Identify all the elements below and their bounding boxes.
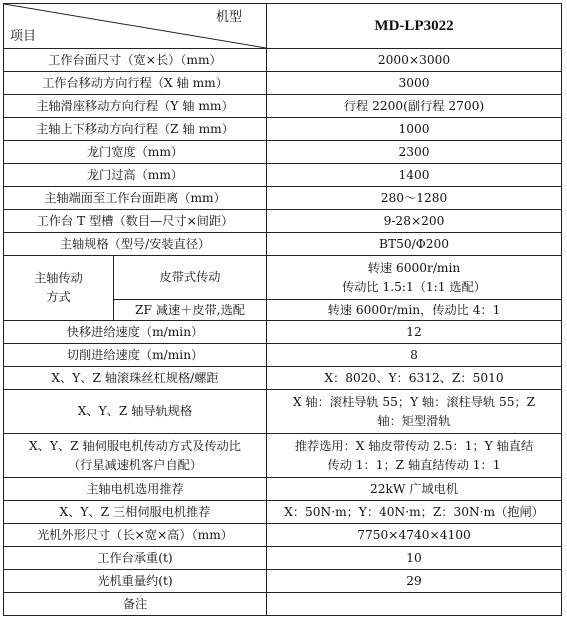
header-corner-cell (4, 4, 267, 49)
belt-drive-label: 皮带式传动 (114, 256, 267, 300)
table-row (4, 344, 562, 367)
table-row (4, 210, 562, 233)
belt-drive-value-line2: 传动比 1.5:1（1:1 选配） (342, 279, 486, 294)
servo-row (4, 434, 562, 478)
row-item: X、Y、Z 轴滚珠丝杠规格/螺距 (4, 367, 267, 390)
row-item: 备注 (4, 593, 267, 616)
row-item: 主轴滑座移动方向行程（Y 轴 mm） (4, 95, 267, 118)
belt-drive-value (267, 256, 562, 300)
table-row (4, 547, 562, 570)
table-row (4, 233, 562, 256)
guide-row (4, 390, 562, 434)
table-row (4, 164, 562, 187)
row-item: 龙门过高（mm） (4, 164, 267, 187)
servo-value (267, 434, 562, 478)
guide-value-line1: X 轴：滚柱导轨 55；Y 轴：滚柱导轨 55；Z (292, 394, 536, 409)
table-row (4, 141, 562, 164)
table-row (4, 524, 562, 547)
spec-table (3, 3, 562, 616)
row-value: X：8020、Y：6312、Z：5010 (267, 367, 562, 390)
row-value: 2300 (267, 141, 562, 164)
row-value: 29 (267, 570, 562, 593)
guide-value (267, 390, 562, 434)
servo-value-line1: 推荐选用：X 轴皮带传动 2.5：1；Y 轴直结 (294, 438, 534, 453)
servo-value-line2: 传动 1：1；Z 轴直结传动 1：1 (327, 457, 501, 472)
row-item: 工作台承重(t) (4, 547, 267, 570)
belt-drive-value-line1: 转速 6000r/min (367, 260, 461, 275)
row-value: 10 (267, 547, 562, 570)
row-value: BT50/Φ200 (267, 233, 562, 256)
row-item: 工作台面尺寸（宽×长）（mm） (4, 49, 267, 72)
row-item: 工作台 T 型槽（数目—尺寸×间距） (4, 210, 267, 233)
row-item: 主轴规格（型号/安装直径） (4, 233, 267, 256)
row-item: 工作台移动方向行程（X 轴 mm） (4, 72, 267, 95)
row-value: 1400 (267, 164, 562, 187)
table-row (4, 95, 562, 118)
servo-item (4, 434, 267, 478)
row-item: 光机重量约(t) (4, 570, 267, 593)
row-value (267, 593, 562, 616)
drive-method-label (4, 256, 114, 321)
row-value: 12 (267, 321, 562, 344)
row-item: 光机外形尺寸（长×宽×高）（mm） (4, 524, 267, 547)
row-value: 22kW 广域电机 (267, 478, 562, 501)
row-value: 7750×4740×4100 (267, 524, 562, 547)
row-item: 龙门宽度（mm） (4, 141, 267, 164)
row-value: 1000 (267, 118, 562, 141)
table-row (4, 321, 562, 344)
servo-item-line2: （行星减速机客户自配） (67, 457, 203, 472)
row-item: 快移进给速度（m/min） (4, 321, 267, 344)
guide-value-line2: 轴：矩型滑轨 (377, 413, 451, 428)
zf-drive-value: 转速 6000r/min，传动比 4：1 (267, 300, 562, 321)
table-row (4, 49, 562, 72)
drive-method-label-line2: 方式 (46, 290, 71, 304)
zf-drive-label: ZF 减速＋皮带,选配 (114, 300, 267, 321)
row-item: X、Y、Z 三相伺服电机推荐 (4, 501, 267, 524)
table-row (4, 593, 562, 616)
table-header-row (4, 4, 562, 49)
servo-item-line1: X、Y、Z 轴伺服电机传动方式及传动比 (29, 438, 241, 453)
guide-item: X、Y、Z 轴导轨规格 (4, 390, 267, 434)
row-item: 切削进给速度（m/min） (4, 344, 267, 367)
row-item: 主轴端面至工作台面距离（mm） (4, 187, 267, 210)
row-item: 主轴电机选用推荐 (4, 478, 267, 501)
row-value: 9-28×200 (267, 210, 562, 233)
row-value: 3000 (267, 72, 562, 95)
table-row (4, 187, 562, 210)
row-value: 2000×3000 (267, 49, 562, 72)
drive-row-belt (4, 256, 562, 300)
model-name: MD-LP3022 (267, 4, 562, 49)
table-row (4, 118, 562, 141)
item-column-label: 项目 (10, 29, 37, 45)
model-column-label: 机型 (215, 10, 242, 25)
row-value: 280～1280 (267, 187, 562, 210)
table-row (4, 501, 562, 524)
row-value: 8 (267, 344, 562, 367)
table-row (4, 570, 562, 593)
table-row (4, 367, 562, 390)
table-row (4, 72, 562, 95)
row-value: X：50N·m；Y：40N·m；Z：30N·m（抱闸） (267, 501, 562, 524)
row-item: 主轴上下移动方向行程（Z 轴 mm） (4, 118, 267, 141)
drive-method-label-line1: 主轴传动 (34, 271, 83, 286)
row-value: 行程 2200(副行程 2700) (267, 95, 562, 118)
table-row (4, 478, 562, 501)
